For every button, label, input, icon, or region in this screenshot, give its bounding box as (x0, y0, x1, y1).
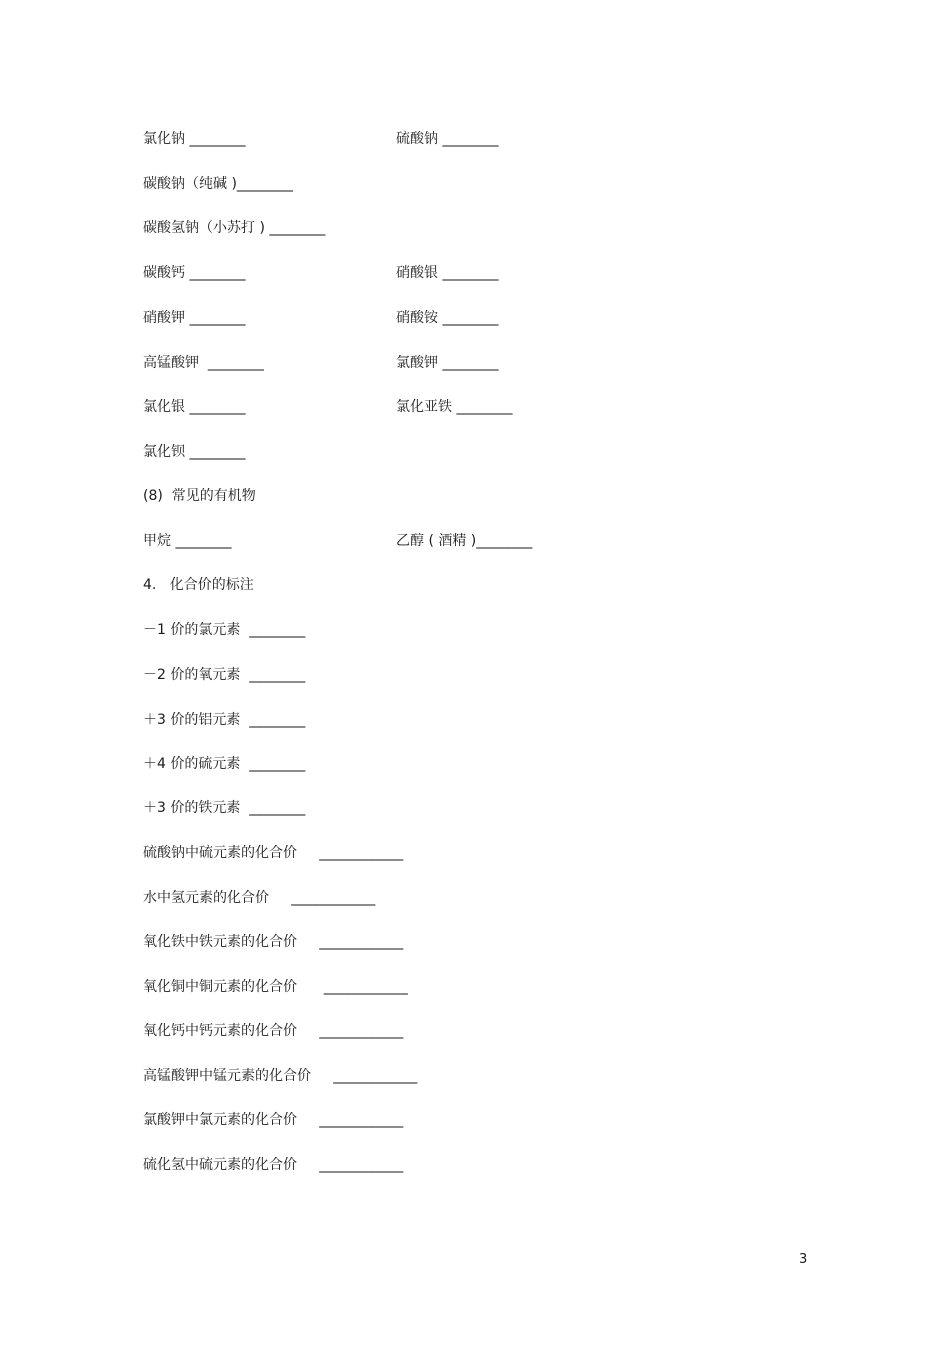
salt-calcium-carbonate: 碳酸钙 ________ (143, 265, 246, 281)
valence-item: 水中氢元素的化合价 ____________ (143, 890, 376, 906)
salt-barium-chloride: 氯化钡 ________ (143, 444, 246, 460)
valence-item: 氧化铁中铁元素的化合价 ____________ (143, 934, 404, 950)
organic-heading: (8) 常见的有机物 (143, 488, 256, 504)
valence-item: －1 价的氯元素 ________ (143, 622, 306, 638)
valence-item: 氯酸钾中氯元素的化合价 ____________ (143, 1112, 404, 1128)
valence-item: －2 价的氧元素 ________ (143, 667, 306, 683)
valence-item: ＋3 价的铝元素 ________ (143, 712, 306, 728)
salt-sodium-sulfate: 硫酸钠 ________ (396, 131, 499, 147)
organic-methane: 甲烷 ________ (143, 533, 232, 549)
salt-sodium-bicarbonate: 碳酸氢钠（小苏打 ) ________ (143, 220, 326, 236)
valence-item: 硫酸钠中硫元素的化合价 ____________ (143, 845, 404, 861)
valence-heading: 4. 化合价的标注 (143, 577, 254, 593)
valence-item: 氧化铜中铜元素的化合价 ____________ (143, 979, 408, 995)
salt-silver-nitrate: 硝酸银 ________ (396, 265, 499, 281)
valence-item: ＋3 价的铁元素 ________ (143, 800, 306, 816)
salt-silver-chloride: 氯化银 ________ (143, 399, 246, 415)
valence-item: 硫化氢中硫元素的化合价 ____________ (143, 1157, 404, 1173)
salt-sodium-carbonate: 碳酸钠（纯碱 )________ (143, 176, 293, 192)
salt-ferrous-chloride: 氯化亚铁 ________ (396, 399, 513, 415)
salt-potassium-nitrate: 硝酸钾 ________ (143, 310, 246, 326)
valence-item: 高锰酸钾中锰元素的化合价 ____________ (143, 1068, 418, 1084)
salt-sodium-chloride: 氯化钠 ________ (143, 131, 246, 147)
salt-ammonium-nitrate: 硝酸铵 ________ (396, 310, 499, 326)
organic-ethanol: 乙醇 ( 酒精 )________ (396, 533, 533, 549)
valence-item: 氧化钙中钙元素的化合价 ____________ (143, 1023, 404, 1039)
valence-item: ＋4 价的硫元素 ________ (143, 756, 306, 772)
page-number: 3 (799, 1252, 808, 1267)
salt-potassium-permanganate: 高锰酸钾 ________ (143, 355, 264, 371)
salt-potassium-chlorate: 氯酸钾 ________ (396, 355, 499, 371)
